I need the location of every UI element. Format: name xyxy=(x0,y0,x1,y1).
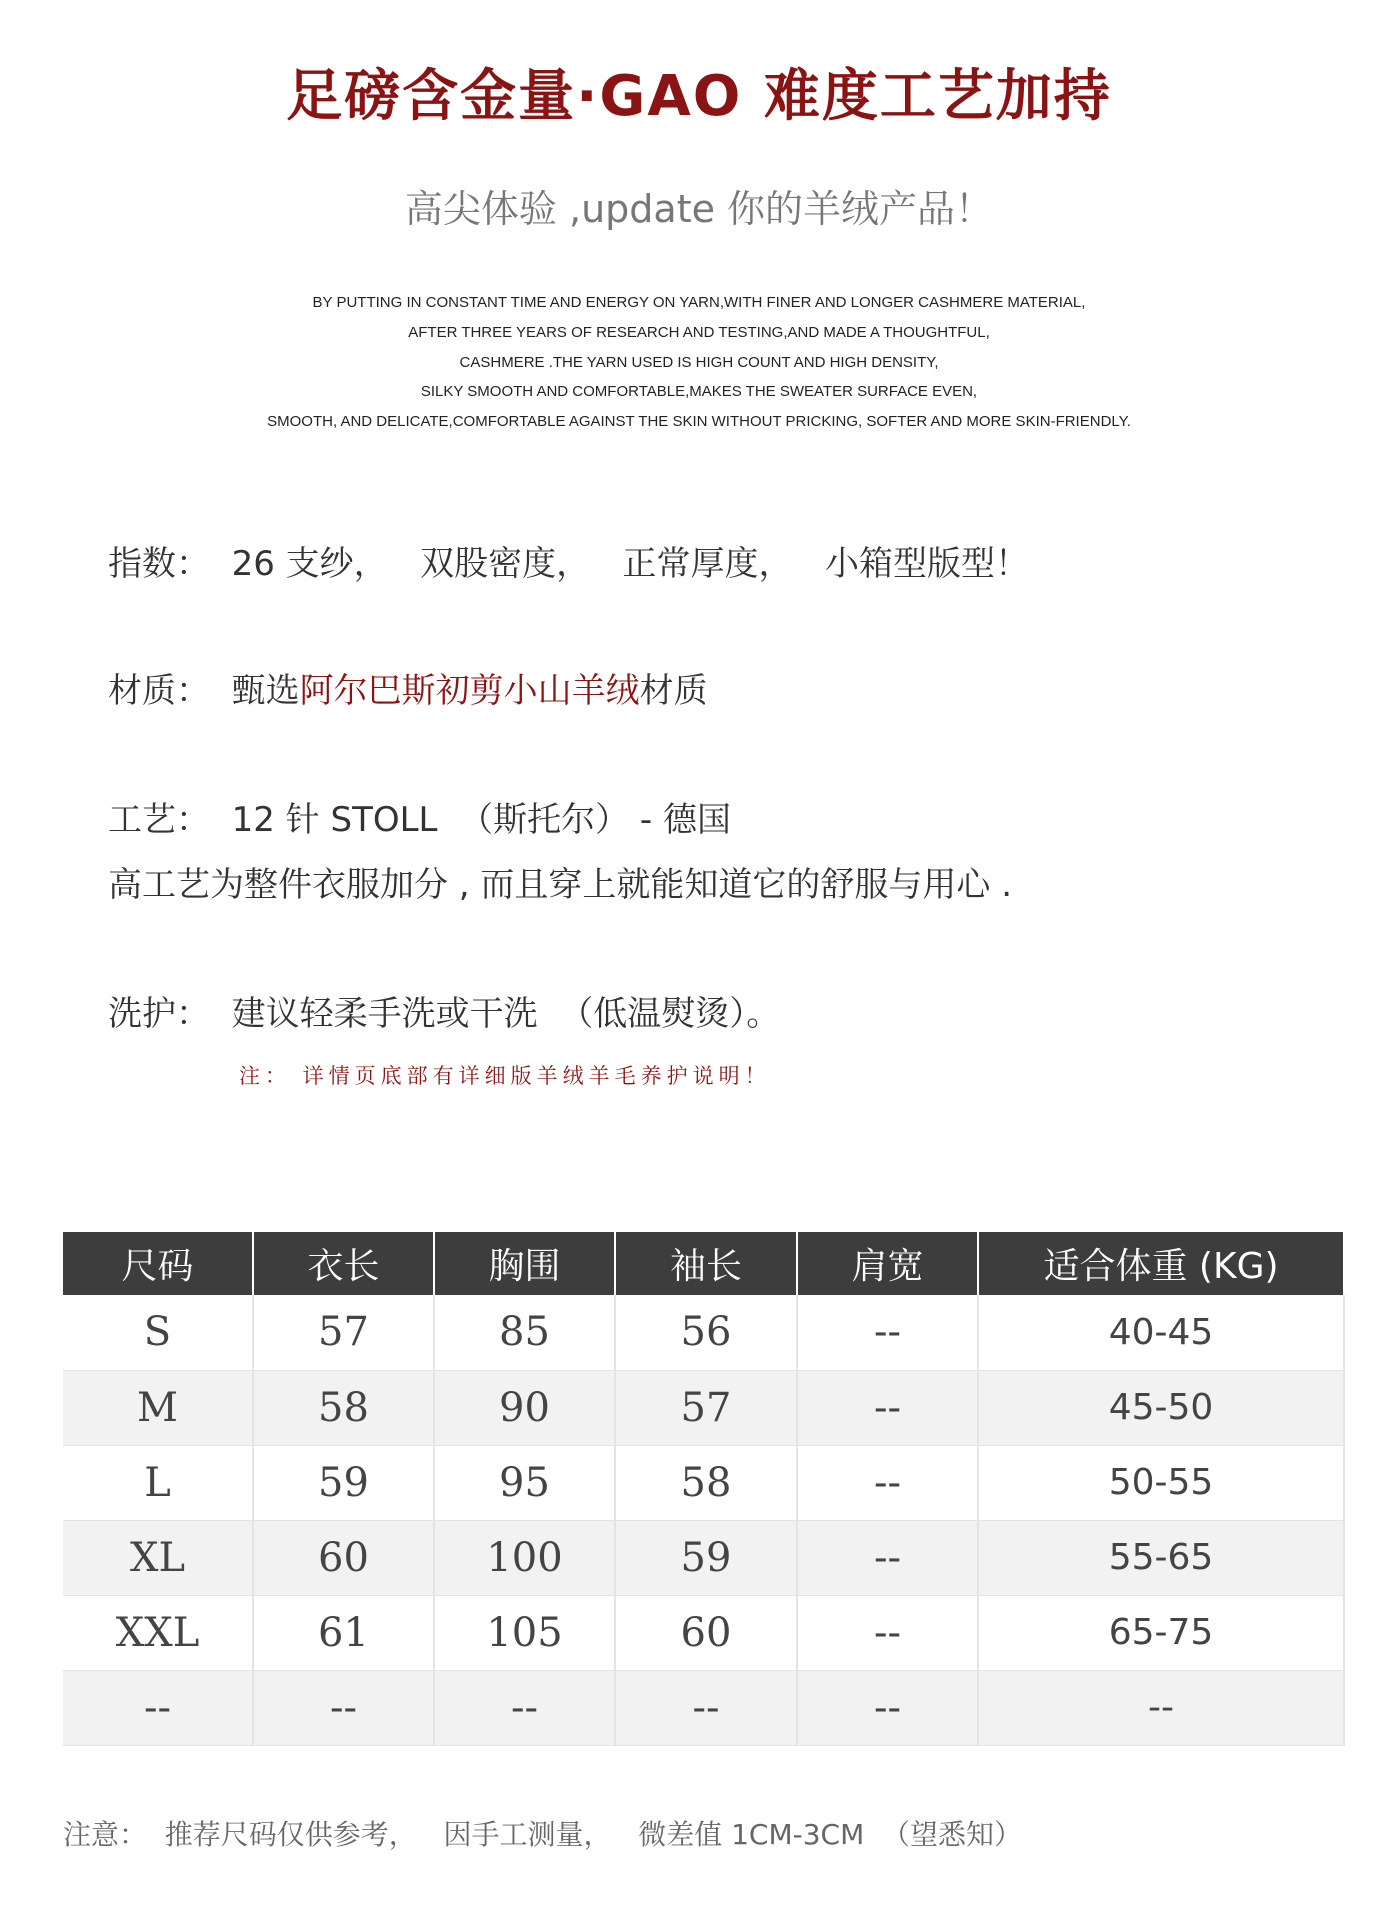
table-cell: 60 xyxy=(615,1595,797,1670)
spec-care: 洗护： 建议轻柔手洗或干洗 （低温熨烫）。 xyxy=(108,994,781,1034)
table-cell: 56 xyxy=(615,1295,797,1370)
table-row xyxy=(63,1370,1344,1445)
column-header: 肩宽 xyxy=(797,1232,978,1295)
table-cell: 55-65 xyxy=(978,1520,1344,1595)
footer-note: 注意： 推荐尺码仅供参考， 因手工测量， 微差值 1CM-3CM （望悉知） xyxy=(63,1818,1023,1851)
table-cell: 85 xyxy=(434,1295,615,1370)
table-cell: 57 xyxy=(615,1370,797,1445)
column-header: 适合体重 (KG) xyxy=(978,1232,1344,1295)
care-note: 注： 详情页底部有详细版羊绒羊毛养护说明！ xyxy=(239,1064,771,1088)
table-cell: -- xyxy=(63,1670,253,1745)
table-cell: XL xyxy=(63,1520,253,1595)
english-line: CASHMERE .THE YARN USED IS HIGH COUNT AND HIGH DENSITY, xyxy=(459,354,939,371)
table-row xyxy=(63,1595,1344,1670)
table-cell: 58 xyxy=(253,1370,434,1445)
table-row xyxy=(63,1670,1344,1745)
column-header: 袖长 xyxy=(615,1232,797,1295)
table-cell: 57 xyxy=(253,1295,434,1370)
material-suffix: 材质 xyxy=(639,671,708,711)
page-title: 足磅含金量·GAO 难度工艺加持 xyxy=(286,64,1112,129)
table-cell: S xyxy=(63,1295,253,1370)
table-cell: -- xyxy=(797,1295,978,1370)
table-header-row xyxy=(63,1232,1344,1295)
material-highlight: 阿尔巴斯初剪小山羊绒 xyxy=(299,671,640,711)
english-line: BY PUTTING IN CONSTANT TIME AND ENERGY ON YARN,WITH FINER AND LONGER CASHMERE MATERIAL, xyxy=(312,294,1086,311)
spec-index: 指数： 26 支纱， 双股密度， 正常厚度， 小箱型版型！ xyxy=(108,544,1029,584)
table-cell: 61 xyxy=(253,1595,434,1670)
table-cell: -- xyxy=(797,1520,978,1595)
table-cell: 59 xyxy=(615,1520,797,1595)
column-header: 尺码 xyxy=(63,1232,253,1295)
table-row xyxy=(63,1520,1344,1595)
table-cell: L xyxy=(63,1445,253,1520)
table-cell: 100 xyxy=(434,1520,615,1595)
table-cell: -- xyxy=(434,1670,615,1745)
table-cell: 58 xyxy=(615,1445,797,1520)
table-cell: 40-45 xyxy=(978,1295,1344,1370)
table-cell: -- xyxy=(615,1670,797,1745)
size-table xyxy=(63,1232,1345,1746)
english-line: AFTER THREE YEARS OF RESEARCH AND TESTING,AND MADE A THOUGHTFUL, xyxy=(408,324,990,341)
column-header: 胸围 xyxy=(434,1232,615,1295)
table-cell: 65-75 xyxy=(978,1595,1344,1670)
subtitle: 高尖体验 ,update 你的羊绒产品！ xyxy=(404,187,994,231)
table-cell: -- xyxy=(978,1670,1344,1745)
english-line: SMOOTH, AND DELICATE,COMFORTABLE AGAINST THE SKIN WITHOUT PRICKING, SOFTER AND MORE SKIN-FRIENDLY. xyxy=(267,413,1131,430)
material-label: 材质： 甄选 xyxy=(108,671,300,711)
table-row xyxy=(63,1445,1344,1520)
table-cell: M xyxy=(63,1370,253,1445)
table-cell: 60 xyxy=(253,1520,434,1595)
table-cell: 105 xyxy=(434,1595,615,1670)
table-cell: 50-55 xyxy=(978,1445,1344,1520)
spec-material xyxy=(108,663,708,712)
english-line: SILKY SMOOTH AND COMFORTABLE,MAKES THE SWEATER SURFACE EVEN, xyxy=(420,383,978,400)
table-cell: 45-50 xyxy=(978,1370,1344,1445)
table-cell: 90 xyxy=(434,1370,615,1445)
column-header: 衣长 xyxy=(253,1232,434,1295)
table-row xyxy=(63,1295,1344,1370)
table-cell: 95 xyxy=(434,1445,615,1520)
spec-craft-desc: 高工艺为整件衣服加分 , 而且穿上就能知道它的舒服与用心 . xyxy=(108,865,1013,905)
table-cell: -- xyxy=(797,1670,978,1745)
table-cell: -- xyxy=(797,1370,978,1445)
spec-craft: 工艺： 12 针 STOLL （斯托尔） - 德国 xyxy=(108,800,731,840)
table-cell: 59 xyxy=(253,1445,434,1520)
table-cell: -- xyxy=(797,1445,978,1520)
table-cell: XXL xyxy=(63,1595,253,1670)
table-cell: -- xyxy=(797,1595,978,1670)
table-cell: -- xyxy=(253,1670,434,1745)
